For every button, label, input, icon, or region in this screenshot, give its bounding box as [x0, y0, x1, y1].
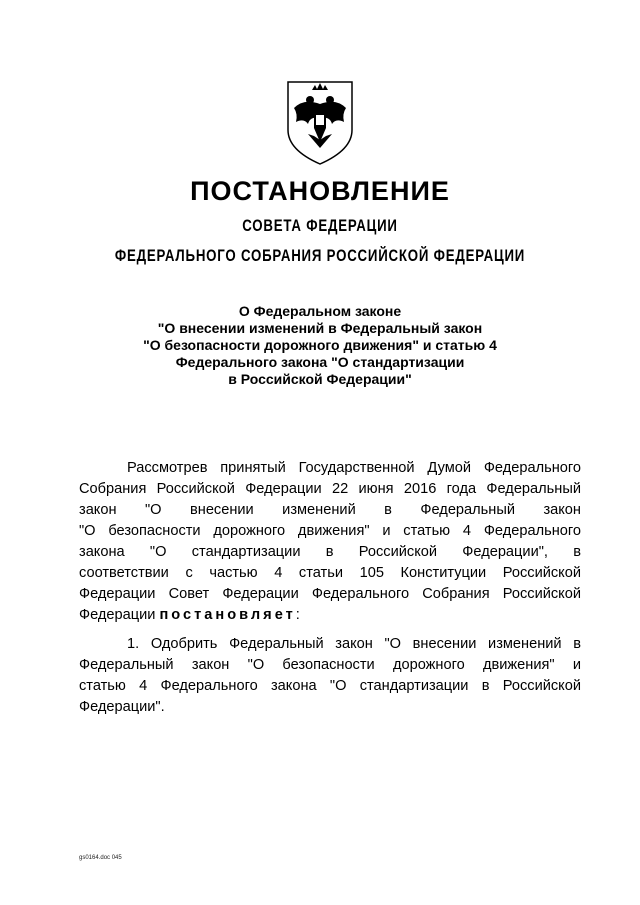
subject-line: в Российской Федерации" [228, 371, 412, 387]
document-subtitle-council: СОВЕТА ФЕДЕРАЦИИ [242, 216, 398, 235]
paragraph-line: Собрания Российской Федерации 22 июня 2016 года Федеральный [79, 481, 581, 497]
paragraph-line: закона "О стандартизации в Российской Федерации", в [79, 544, 581, 560]
paragraph-line: статью 4 Федерального закона "О стандартизации в Российской [79, 678, 581, 694]
final-line-prefix: Федерации [79, 607, 156, 623]
paragraph-line: "О безопасности дорожного движения" и статью 4 Федерального [79, 523, 581, 539]
document-code: gs0164.doc 045 [79, 855, 122, 861]
paragraph-line: 1. Одобрить Федеральный закон "О внесении изменений в [127, 636, 581, 652]
resolution-item-1 [79, 634, 581, 718]
resolves-keyword: постановляет [159, 607, 296, 623]
paragraph-line: соответствии с частью 4 статьи 105 Конституции Российской [79, 565, 581, 581]
subject-line: О Федеральном законе [238, 303, 402, 319]
resolution-preamble [79, 458, 581, 626]
document-title: ПОСТАНОВЛЕНИЕ [190, 176, 450, 206]
subject-line: "О безопасности дорожного движения" и статью 4 [143, 337, 497, 353]
final-line-suffix: : [295, 607, 300, 623]
subject-line: "О внесении изменений в Федеральный закон [157, 320, 483, 336]
paragraph-line: Федеральный закон "О безопасности дорожного движения" и [79, 657, 581, 673]
paragraph-line-final [79, 605, 581, 626]
document-subject [110, 303, 530, 388]
paragraph-line: закон "О внесении изменений в Федеральный закон [79, 502, 581, 518]
paragraph-line: Федерации Совет Федерации Федерального Собрания Российской [79, 586, 581, 602]
coat-of-arms-icon [282, 78, 358, 166]
subject-line: Федерального закона "О стандартизации [175, 354, 465, 370]
document-subtitle-assembly: ФЕДЕРАЛЬНОГО СОБРАНИЯ РОССИЙСКОЙ ФЕДЕРАЦИИ [114, 246, 526, 265]
paragraph-line: Федерации". [79, 699, 165, 715]
paragraph-line: Рассмотрев принятый Государственной Думой Федерального [127, 460, 581, 476]
